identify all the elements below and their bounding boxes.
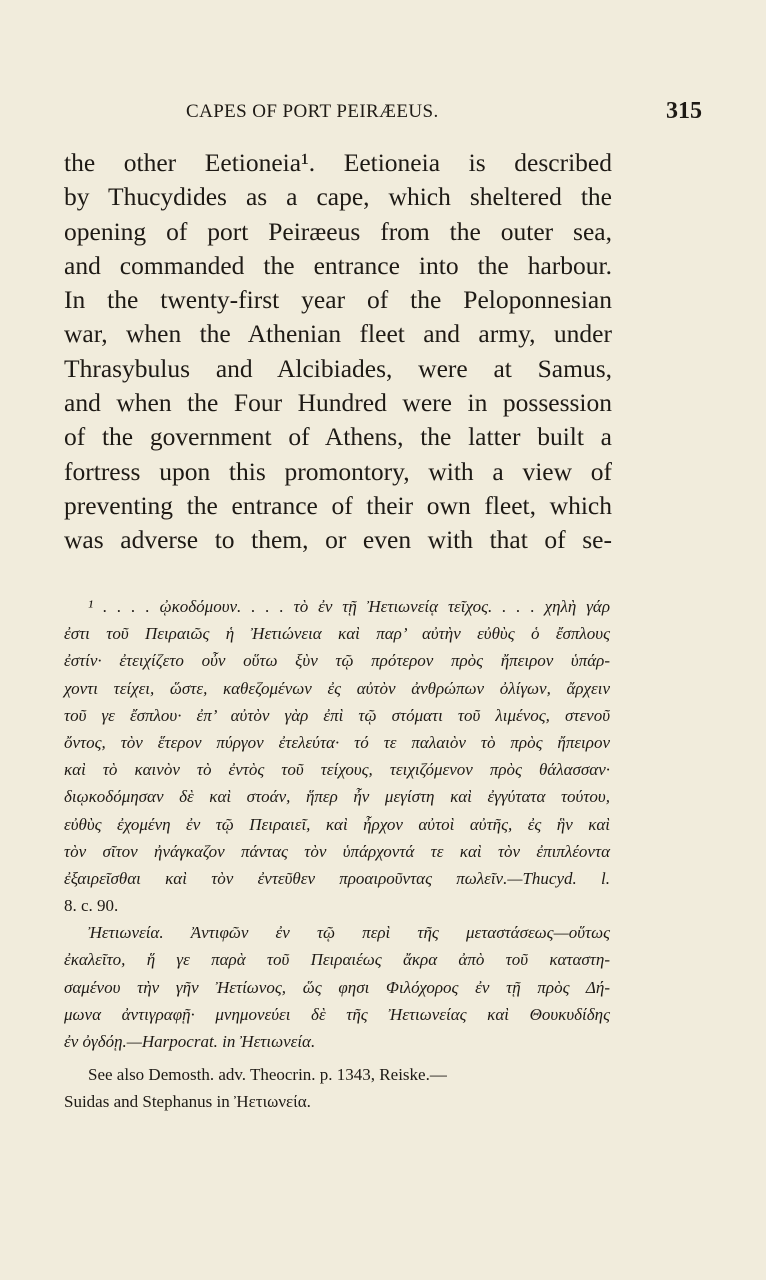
footnote-line: σαμένου τὴν γῆν Ἠετίωνος, ὥς φησι Φιλόχορος ἐν τῇ πρὸς Δή- (64, 977, 610, 997)
text-line: fortress upon this promontory, with a view of (64, 456, 612, 486)
footnote-line: τοῦ γε ἔσπλου· ἐπ’ αὐτὸν γὰρ ἐπὶ τῷ στόματι τοῦ λιμένος, στενοῦ (64, 705, 610, 725)
text-line: was adverse to them, or even with that of se- (64, 525, 612, 555)
footnote-line: μωνα ἀντιγραφῇ· μνημονεύει δὲ τῆς Ἠετιωνείας καὶ Θουκυδίδης (64, 1004, 610, 1024)
text-line: the other Eetioneia¹. Eetioneia is described (64, 148, 612, 177)
page-number: 315 (666, 98, 702, 124)
text-line: and commanded the entrance into the harbour. (64, 250, 612, 280)
footnote-line: 8. c. 90. (64, 896, 119, 916)
footnote-line: εὐθὺς ἐχομένη ἐν τῷ Πειραιεῖ, καὶ ἦρχον αὐτοὶ αὐτῆς, ἐς ἣν καὶ (64, 814, 610, 834)
main-text (64, 146, 612, 558)
footnote-line: Ἠετιωνεία. Ἀντιφῶν ἐν τῷ περὶ τῆς μεταστάσεως—οὕτως (88, 923, 610, 943)
footnote-line: See also Demosth. adv. Theocrin. p. 1343, Reiske.— (88, 1065, 447, 1085)
footnote-line: καὶ τὸ καινὸν τὸ ἐντὸς τοῦ τείχους, τειχιζόμενον πρὸς θάλασσαν· (64, 760, 610, 780)
footnote-line: χοντι τείχει, ὥστε, καθεζομένων ἐς αὐτὸν ἀνθρώπων ὀλίγων, ἄρχειν (64, 678, 610, 698)
text-line: opening of port Peiræeus from the outer sea, (64, 216, 612, 246)
footnote-line: ἐστίν· ἐτειχίζετο οὖν οὕτω ξὺν τῷ πρότερον πρὸς ἤπειρον ὑπάρ- (64, 651, 610, 671)
text-line: war, when the Athenian fleet and army, under (64, 319, 612, 349)
footnotes (64, 593, 610, 1116)
footnote-line: ὄντος, τὸν ἕτερον πύργον ἐτελεύτα· τό τε παλαιὸν τὸ πρὸς ἤπειρον (64, 732, 610, 752)
running-head (64, 98, 704, 131)
text-line: preventing the entrance of their own fleet, which (64, 490, 612, 520)
text-line: of the government of Athens, the latter built a (64, 422, 612, 452)
footnote-line: ἐστι τοῦ Πειραιῶς ἡ Ἠετιώνεια καὶ παρ’ αὐτὴν εὐθὺς ὁ ἔσπλους (64, 624, 610, 644)
text-line: Thrasybulus and Alcibiades, were at Samus, (64, 353, 612, 383)
footnote-line: ¹ . . . . ᾠκοδόμουν. . . . τὸ ἐν τῇ Ἠετιωνείᾳ τεῖχος. . . . χηλὴ γάρ (88, 597, 610, 616)
running-title: CAPES OF PORT PEIRÆEUS. (186, 101, 439, 122)
footnote-line: διῳκοδόμησαν δὲ καὶ στοάν, ἥπερ ἦν μεγίστη καὶ ἐγγύτατα τούτου, (64, 787, 610, 807)
footnote-line: τὸν σῖτον ἠνάγκαζον πάντας τὸν ὑπάρχοντά τε καὶ τὸν ἐπιπλέοντα (64, 841, 610, 861)
text-line: by Thucydides as a cape, which sheltered the (64, 182, 612, 212)
text-line: and when the Four Hundred were in possession (64, 388, 612, 418)
footnote-line: ἐν ὀγδόῃ.—Harpocrat. in Ἠετιωνεία. (64, 1032, 316, 1051)
footnote-line: Suidas and Stephanus in Ἠετιωνεία. (64, 1092, 311, 1112)
text-line: In the twenty-first year of the Peloponnesian (64, 285, 612, 315)
footnote-line: ἐξαιρεῖσθαι καὶ τὸν ἐντεῦθεν προαιροῦντας πωλεῖν.—Thucyd. l. (64, 868, 610, 888)
footnote-line: ἐκαλεῖτο, ἥ γε παρὰ τοῦ Πειραιέως ἄκρα ἀπὸ τοῦ καταστη- (64, 950, 610, 970)
